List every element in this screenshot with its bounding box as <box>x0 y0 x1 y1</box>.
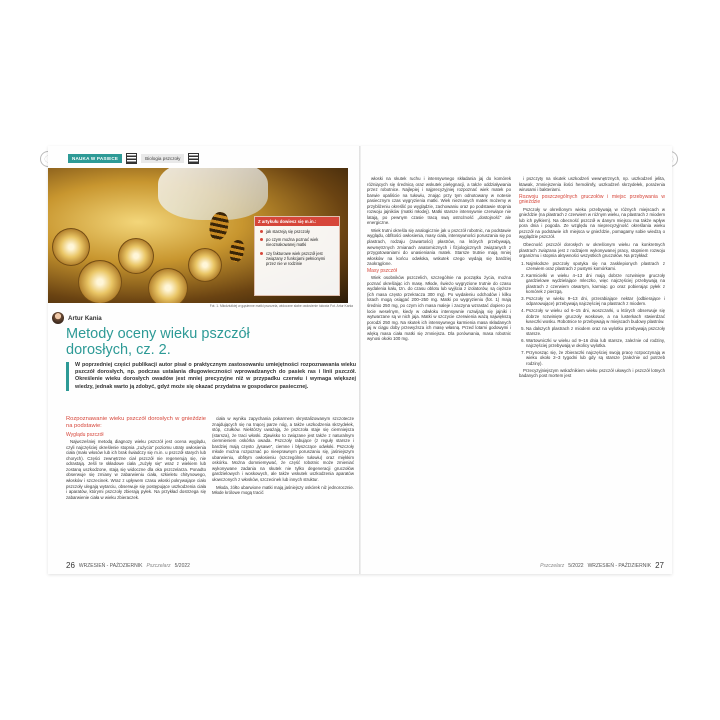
numbered-list <box>519 261 665 367</box>
left-column-2 <box>212 416 354 558</box>
footer-right <box>540 561 664 570</box>
section-header <box>68 152 199 164</box>
avatar <box>52 312 64 324</box>
list-item: 2. Karmicielki w wieku 4–13 dni mają dobrze rozwinięte gruczoły gardzielowe wydzielające mleczko, więc najczęściej przebywają na plastrach z czerwiem otwartym, karmiąc go oraz pobierając pyłek z komórek z pierzgą. <box>526 273 665 295</box>
infobox-item: jak starzeją się pszczoły <box>260 229 334 234</box>
right-column-1 <box>367 176 511 560</box>
body-text: ciała w wyniku zapychania pokarmem skrystalizowanym szczotecze znajdujących się na tnącej parze nóg, a także uszkodzenia skrzydełek, stóp, czułków. Niektórzy uważają, że pszczoła staje się ciemniejsza (starsza), że traci włoski. Zjawisko to związane jest także z naturalnym ciemnieniem oskórka owada. Pszczoły rabujące (z reguły starsze i bardziej mają często „łysawe”, ciemne i błyszczące odwłoki. Pszczoły młode można rozpoznać po nieeprawnym poruszaniu się, jaśniejszym ubarwieniu, obfitym owłosieniu (szczególnie tułowiu) oraz miękkim oskórku. Można domniemywać, że część robotnic może zmieniać wykonywane zadania na skutek nie tylko degeneracji gruczołów gardzielowych i woskowych, ale także wskutek uszkodzenia aparatów ułowczonych z włosków, szczecinek lub innych struktur. <box>212 416 354 483</box>
body-text: Wiek trutni określa się analogicznie jak u pszczół robotnic, na podstawie wyglądu, obfitości owłosienia, masy ciała, intensywności poruszania się po plastrach, rodzaju (zawartości) płastrów, na których przebywają, wewnętrznych zmianach anatomicznych i fizjologicznych związanych z przygotowaniami do unasieniania matek. Starsze trutnie mają mniej włosków na końcu odwłoka, wskutek czego wydają się bardziej zaokrąglone. <box>367 227 511 267</box>
author-name: Artur Kania <box>68 314 102 322</box>
photo-comb-cell <box>188 248 222 282</box>
section-heading: Rozpoznawanie wieku pszczół dorosłych w gnieździe na podstawie: <box>66 416 206 429</box>
list-item: 4. Pszczoły w wieku od 6–15 dni, woszczarki, u których obserwuje się dobrze rozwinięte gruczoły woskowe, a na lusterkach stwierdzać łuseczki wosku. Robotnice te przebywają w miejscach budowy plastrów. <box>526 308 665 325</box>
footer-year: 5/2022 <box>568 562 584 569</box>
footer-issue: WRZESIEŃ - PAŹDZIERNIK <box>587 562 652 569</box>
list-item: 6. Wartowniczki w wieku od 9–16 dnia lub starsze, zależnie od rodziny, najczęściej przebywają w okolicy wylotka. <box>526 338 665 349</box>
photo-comb-cell <box>78 260 122 303</box>
footer-magazine: Pszczelarz <box>540 562 565 569</box>
right-page <box>361 146 672 574</box>
list-item: 1. Najmłodsze pszczoły spotyka się na zasklepionych plastrach z czerwiem oraz plastrach z pustymi komórkami. <box>526 261 665 272</box>
qr-code-icon <box>126 153 137 164</box>
author-line <box>52 312 102 324</box>
infobox-title: Z artykułu dowiesz się m.in.: <box>255 217 339 226</box>
article-photo <box>48 168 348 303</box>
list-item: 7. Przynosząc się, że zbieraczki najczęściej swoją pracę rozpoczynają w wieku około 2–3 tygodni lub gdy są starsze (zależnie od potrzeb rodziny). <box>526 350 665 367</box>
list-item: 3. Pszczoły w wieku 9–13 dni, przerabiające nektar (odbierające i odparowujące) przebywają najczęściej na plastrach z miodem. <box>526 296 665 307</box>
left-page <box>48 146 359 574</box>
photo-comb-cell <box>118 238 154 274</box>
infobox-item: czy fakturowe wiek pszczół jest związany z funkcjami pełnionymi przez nie w rodzinie <box>260 251 334 267</box>
right-column-2 <box>519 176 665 560</box>
footer-issue: WRZESIEŃ - PAŹDZIERNIK <box>78 562 143 569</box>
section-tag: NAUKA W PASIECE <box>68 154 122 163</box>
qr-code-icon <box>188 153 199 164</box>
body-text: Przecyzyjniejszym wskaźnikiem wieku pszczół ułowych i pszczół lotnych badanych post mortem jest <box>519 367 665 379</box>
body-text: Młoda, żółto ubarwione matki mają jaśniejszy oskórek niż jednorocznie. Młode królowe mogą tracić <box>212 484 354 496</box>
body-text: Pszczoły w określonym wieku przebywają w różnych miejscach w gnieździe (na plastrach z czerwiem w różnym wieku, na plastrach z miodem lub ich pyłkiem). Na obecność pszczół w danym miejscu ma także wpływ pora dnia i pogoda. Ze względu na nieprecyzyjność określania wieku pszczół na podstawie ich miejsca w gnieździe, pomagamy sobie wiedzą o wyglądzie pszczół. <box>519 206 665 240</box>
page-number: 27 <box>655 561 664 570</box>
sub-tag: Biologia pszczoły <box>141 154 184 163</box>
photo-caption: Fot. 1. Młodziutkiej w gąsienne matki pszczela, widoczne słabe owłosienie tułowia Fot. Artur Kania <box>209 304 353 308</box>
body-text: Wiek osobników pszczelich, szczególnie na początku życia, można poznać określając ich masę. Młode, świeżo wygryzione trutnie do czasu wydalenia kału, tzn. do czasu oblotu lub wyjścia z izolatorów, są cięższe (ich masa często przekracza 300 mg). Po wydaleniu odchodów i kilku lotach mogą osiągać 200–250 mg. Matki po wygryzieniu (fot. 1) mają średnio 250 mg, po czym ich masa maleje i zaczyna wzrastać dopiero po locie weselnym, kiedy w odwłoku intensywnie rozwijają się jajniki i wytwarzane są w nich jaja. Matki w szczycie czerwienia ważą największą porodzi 250 mg. Na skutek ich intensywnego karmienia masa składanych jaj w ciągu doby przewyższa ich masę własną. Przed lotami godowymi i wlęką masa ciała matki się zmniejsza. Dla porównania, masa robotnic wynosi około 100 mg. <box>367 275 511 342</box>
body-text: Obecność pszczół dorosłych w określonym wieku na konkretnych plastrach związana jest z rodzajem wykonywanej pracy, stopniem rozwoju organizmu i stopnia aktywności wszystkich gruczołów. Na przykład: <box>519 242 665 259</box>
footer-magazine: Pszczelarz <box>146 562 171 569</box>
infobox-item: po czym można poznać wiek nieoznakowanej matki <box>260 237 334 247</box>
magazine-spread <box>48 146 672 574</box>
infobox <box>254 216 340 296</box>
photo-bee <box>228 239 246 263</box>
footer-left <box>66 561 190 570</box>
subsection-heading: Wyglądu pszczół <box>66 431 104 438</box>
section-heading: Rozwoju poszczególnych gruczołów i miejsc przebywania w gnieździe <box>519 193 665 206</box>
body-text: włoski na skutek ruchu i intensywnego składania jaj do komórek różniących się średnicą oraz wskutek pielęgnacji, a także oddziaływania przez robotnice. Najlepiej i najprecyzyjniej rozpoznać wiek matek po barwie opaliście na tułowiu, znając przy tym odnotowany w notesie pasiecznym czas wygryzienia matki. Wiek nieznanych matek możemy w przybliżeniu określić po wyglądzie, zachowaniu oraz po podstawie stopnia rozwoju jajników (matki młodej). Matki starsze intensywnie czerwiące nie latają, po pewnym czasie tracą swą ostrożność „dostojność” ale energiczne. <box>367 176 511 226</box>
body-text: Najwcześniej metodą diagnozy wieku pszczół jest ocena wyglądu, czyli najczęściej określenie stopnia „zużycia” poziomu utraty owłosienia ciała (mało włosów lub ich brak świadczy się m.in. u pszczół starych lub chorych). Części zewnętrzne ciał pszczół nie regenerują się, nie odrastają. Jeśli te składowe ciała „zużyły się” wraz z wiekiem lub zostaną uszkodzone, stają się widoczne dla oka pszczelarza. Ponadto obserwuje się zmiany w zabarwieniu ciała, szkieletu chitynowego, włosków i szczecinek. Wraz z upływem czasu włoski pokrywające ciało pszczoły ulegają wytarciu, obserwuje się postępujące uszkodzenia ciała i aparatów, którymi pszczoły zbierają pyłek. Na przykład dostrzega się zabarwienie ciała w wieku zbieraczek. <box>66 439 206 500</box>
photo-comb-cell <box>148 268 188 303</box>
photo-comb-cell <box>52 228 90 266</box>
article-title: Metody oceny wieku pszczół dorosłych, cz. 2. <box>66 326 250 358</box>
photo-glove <box>158 168 268 220</box>
body-text: i pszczyty na skutek uszkodzeń wewnętrznych, np. uszkodzeń jelita, ktawak, zmniejszenia ilości hemolimfy, uszkodzeń skrzydełek, porażenia wirusami i bakteriami. <box>519 176 665 193</box>
list-item: 5. Na dalszych plastrach z miodem oraz na wylotku przebywają pszczoły starsze. <box>526 326 665 337</box>
footer-year: 5/2022 <box>174 562 190 569</box>
subsection-heading: Masy pszczół <box>367 267 398 274</box>
page-number: 26 <box>66 561 75 570</box>
left-column-1 <box>66 416 206 558</box>
article-lead: W poprzedniej części publikacji autor pisał o praktycznym zastosowaniu umiejętności rozpoznawania wieku pszczół dorosłych, np. podczas ustalania długowieczności wprowadzanych do pasiek ras i linii pszczół. Określenie wieku dorosłych owadów jest mniej precyzyjne niż w przypadku czerwiu i wymaga większej wiedzy, jednak warto ją zdobyć, gdyż może się okazać przydatna w gospodarce pasiecznej. <box>66 362 356 391</box>
